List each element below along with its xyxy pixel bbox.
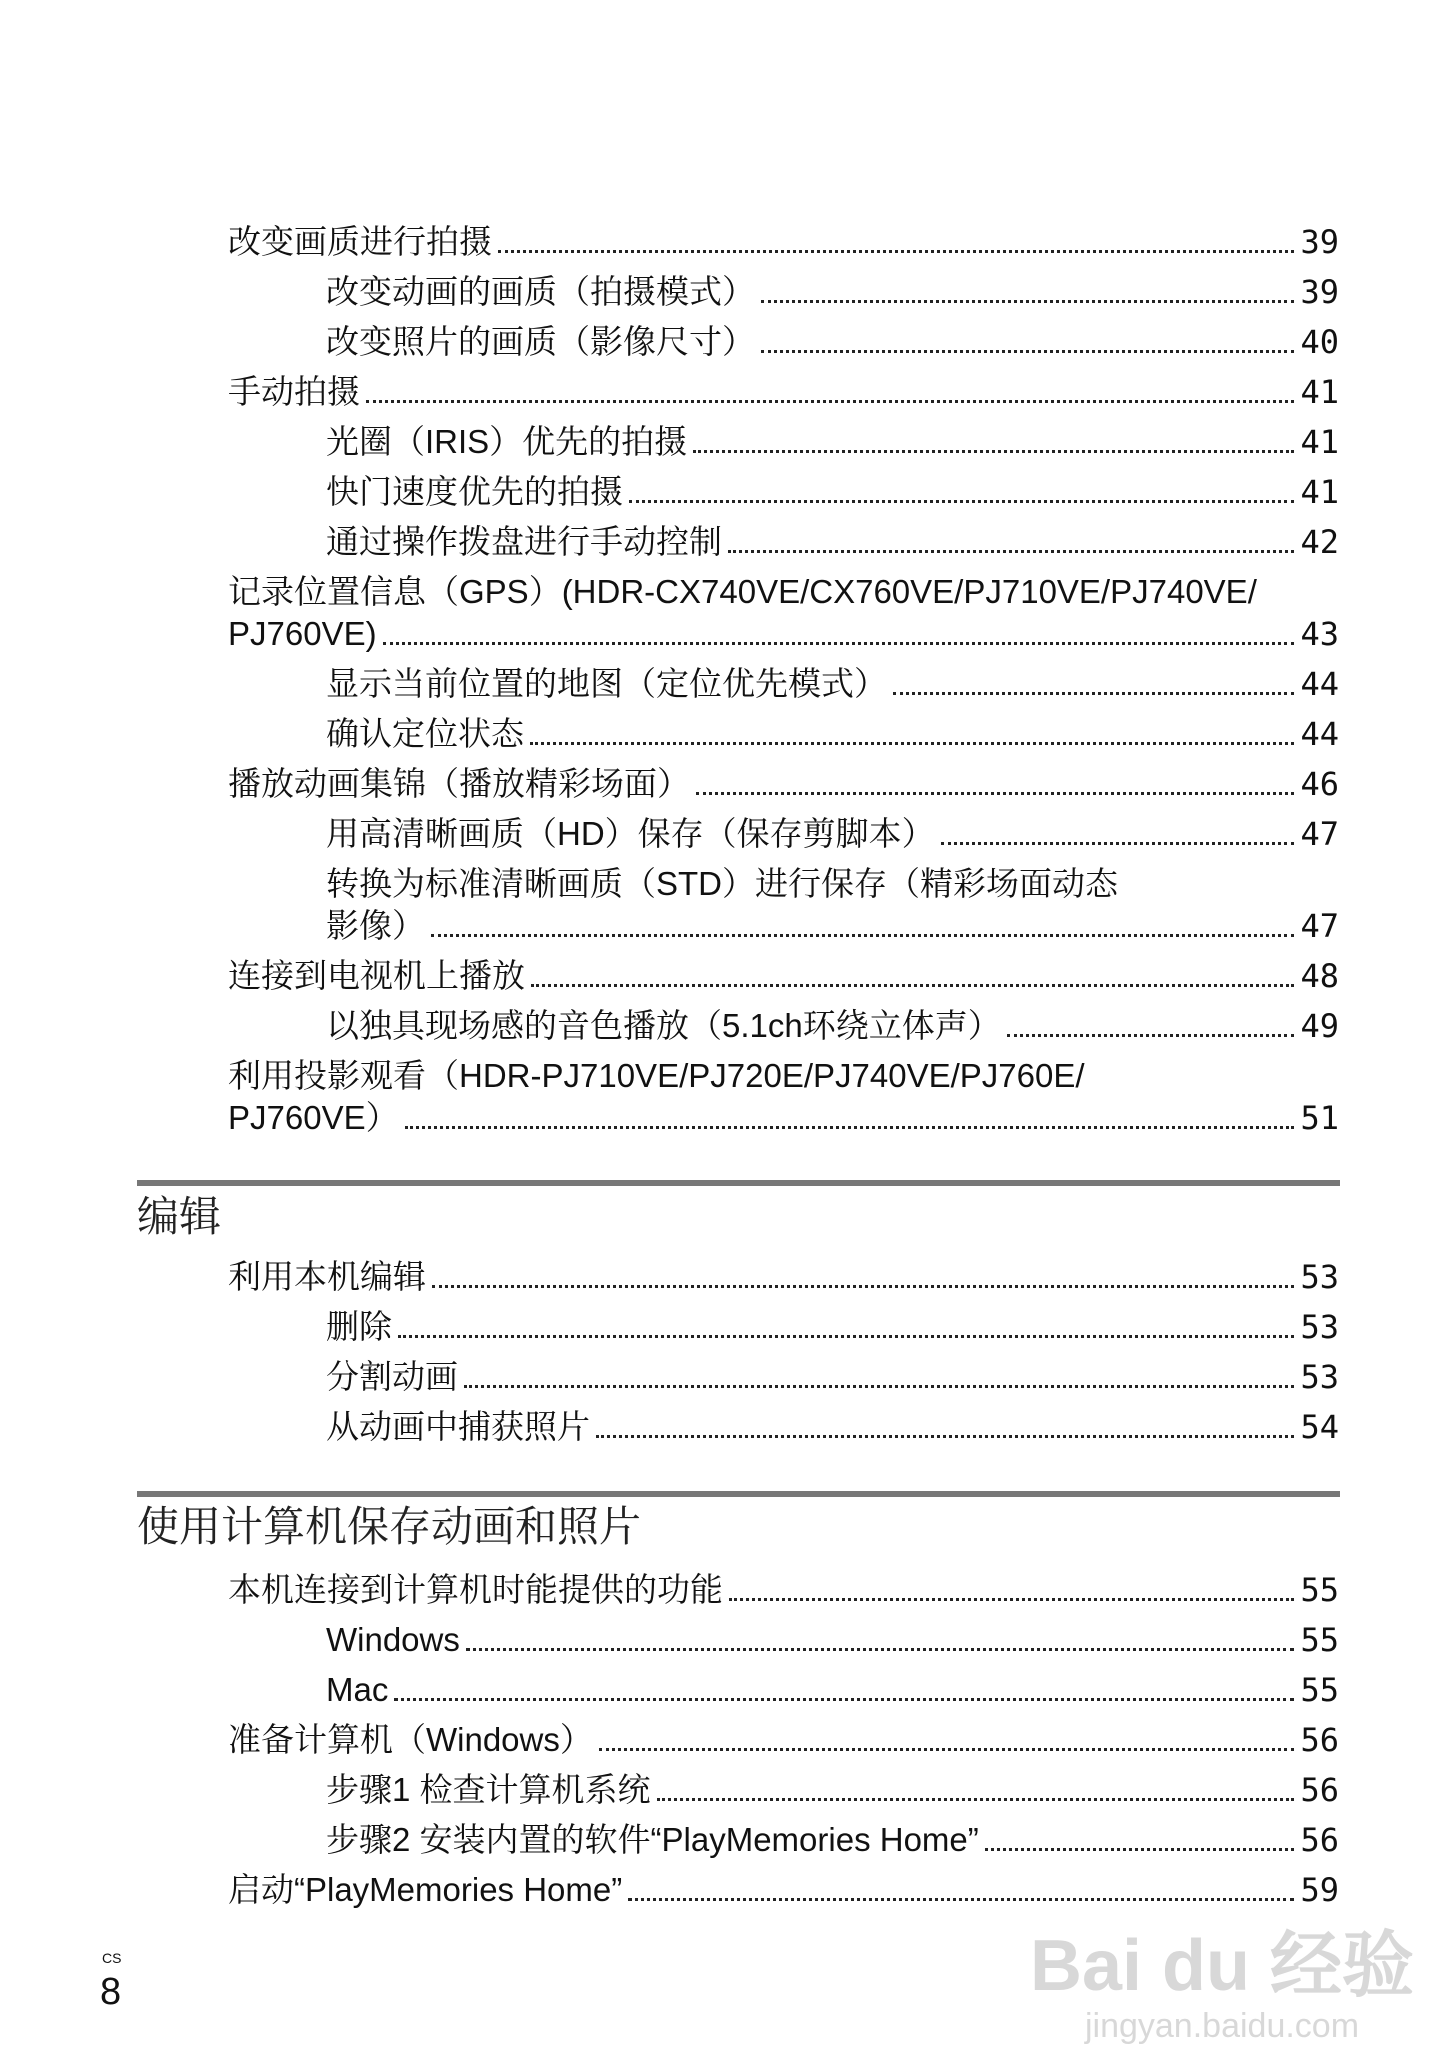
toc-entry-line (326, 1307, 1339, 1347)
dot-leader (985, 1848, 1295, 1851)
toc-entry-title: 播放动画集锦（播放精彩场面） (228, 765, 690, 802)
toc-entry-line (228, 614, 1339, 654)
section-divider (137, 1180, 1340, 1186)
toc-page-number: 55 (1300, 1621, 1339, 1659)
dot-leader (394, 1698, 1294, 1701)
dot-leader (761, 350, 1294, 353)
dot-leader (498, 250, 1294, 253)
toc-entry-title: 从动画中捕获照片 (326, 1408, 590, 1445)
toc-entry-title: 启动“PlayMemories Home” (228, 1871, 623, 1908)
toc-entry-line (326, 522, 1339, 562)
dot-leader (383, 642, 1295, 645)
dot-leader (696, 792, 1294, 795)
dot-leader (530, 742, 1294, 745)
toc-entry-title: 步骤1 检查计算机系统 (326, 1771, 651, 1808)
toc-page-number: 41 (1300, 373, 1339, 411)
toc-page-number: 59 (1300, 1871, 1339, 1909)
toc-entry-title: 快门速度优先的拍摄 (326, 473, 623, 510)
toc-page-number: 44 (1300, 665, 1339, 703)
toc-entry-line (228, 956, 1339, 996)
toc-entry-title: PJ760VE） (228, 1099, 399, 1136)
toc-page-number: 39 (1300, 273, 1339, 311)
toc-entry-title: 步骤2 安装内置的软件“PlayMemories Home” (326, 1821, 979, 1858)
toc-entry-line (326, 814, 1339, 854)
toc-entry-line (326, 1770, 1339, 1810)
toc-entry-line (228, 1257, 1339, 1297)
baidu-watermark (1030, 1926, 1414, 2046)
toc-entry-title: 以独具现场感的音色播放（5.1ch环绕立体声） (326, 1007, 1001, 1044)
toc-entry-line (326, 714, 1339, 754)
baidu-logo: Bai du 经验 (1030, 1926, 1415, 2006)
toc-entry-title: 显示当前位置的地图（定位优先模式） (326, 665, 887, 702)
dot-leader (729, 1598, 1294, 1601)
section-heading: 编辑 (137, 1193, 222, 1240)
toc-entry-line (228, 764, 1339, 804)
toc-entry-title: 影像） (326, 907, 425, 944)
toc-page-number: 48 (1300, 957, 1339, 995)
toc-page-number: 55 (1300, 1671, 1339, 1709)
toc-entry-title: 确认定位状态 (326, 715, 524, 752)
dot-leader (596, 1435, 1294, 1438)
toc-entry-line (228, 572, 1257, 612)
dot-leader (728, 550, 1294, 553)
toc-entry-title: 用高清晰画质（HD）保存（保存剪脚本） (326, 815, 935, 852)
toc-page-number: 42 (1300, 523, 1339, 561)
dot-leader (431, 934, 1294, 937)
toc-entry-line (326, 272, 1339, 312)
language-code: CS (102, 1950, 122, 1966)
toc-page-number: 51 (1300, 1099, 1339, 1137)
watermark-url: jingyan.baidu.com (1084, 2007, 1360, 2045)
dot-leader (398, 1335, 1294, 1338)
toc-page-number: 40 (1300, 323, 1339, 361)
toc-page-number: 47 (1300, 815, 1339, 853)
toc-entry-line (326, 1670, 1339, 1710)
toc-page-number: 56 (1300, 1771, 1339, 1809)
dot-leader (531, 984, 1294, 987)
dot-leader (599, 1748, 1295, 1751)
toc-entry-title: 光圈（IRIS）优先的拍摄 (326, 423, 688, 460)
toc-entry-line (228, 1570, 1339, 1610)
dot-leader (432, 1285, 1294, 1288)
dot-leader (366, 400, 1294, 403)
toc-page-number: 54 (1300, 1408, 1339, 1446)
toc-entry-title: Mac (326, 1671, 389, 1708)
toc-entry-line (228, 1098, 1339, 1138)
dot-leader (405, 1126, 1295, 1129)
dot-leader (466, 1648, 1295, 1651)
dot-leader (893, 692, 1294, 695)
dot-leader (629, 500, 1294, 503)
page-number: 8 (100, 1971, 122, 2013)
dot-leader (693, 450, 1294, 453)
toc-entry-title: 手动拍摄 (228, 373, 360, 410)
toc-page-number: 41 (1300, 473, 1339, 511)
dot-leader (628, 1898, 1294, 1901)
toc-entry-title: 连接到电视机上播放 (228, 957, 525, 994)
section-divider (137, 1491, 1340, 1497)
dot-leader (941, 842, 1295, 845)
toc-entry-line (326, 1620, 1339, 1660)
toc-entry-line (326, 1006, 1339, 1046)
toc-entry-line (326, 1407, 1339, 1447)
toc-entry-title: Windows (326, 1621, 460, 1658)
toc-entry-line (326, 322, 1339, 362)
dot-leader (657, 1798, 1295, 1801)
section-heading: 使用计算机保存动画和照片 (137, 1503, 642, 1550)
toc-entry-title: 准备计算机（Windows） (228, 1721, 593, 1758)
toc-page-number: 46 (1300, 765, 1339, 803)
toc-page-number: 41 (1300, 423, 1339, 461)
toc-entry-line (228, 222, 1339, 262)
toc-page-number: 56 (1300, 1821, 1339, 1859)
toc-entry-line (326, 664, 1339, 704)
toc-entry-line (326, 906, 1339, 946)
toc-page-number: 43 (1300, 615, 1339, 653)
toc-page-number: 56 (1300, 1721, 1339, 1759)
toc-entry-title: 利用投影观看（HDR-PJ710VE/PJ720E/PJ740VE/PJ760E/ (228, 1057, 1085, 1094)
toc-page-number: 44 (1300, 715, 1339, 753)
toc-page-number: 53 (1300, 1358, 1339, 1396)
dot-leader (1007, 1034, 1295, 1037)
toc-entry-line (228, 1720, 1339, 1760)
toc-page-number: 47 (1300, 907, 1339, 945)
toc-entry-line (228, 1056, 1085, 1096)
toc-entry-title: PJ760VE) (228, 615, 377, 652)
toc-entry-title: 改变画质进行拍摄 (228, 223, 492, 260)
toc-entry-line (326, 472, 1339, 512)
toc-entry-line (326, 864, 1118, 904)
toc-page-number: 53 (1300, 1308, 1339, 1346)
toc-entry-title: 改变动画的画质（拍摄模式） (326, 273, 755, 310)
dot-leader (761, 300, 1294, 303)
toc-entry-title: 本机连接到计算机时能提供的功能 (228, 1571, 723, 1608)
toc-entry-line (326, 1357, 1339, 1397)
toc-entry-title: 删除 (326, 1308, 392, 1345)
toc-page-number: 53 (1300, 1258, 1339, 1296)
toc-page-number: 49 (1300, 1007, 1339, 1045)
toc-entry-line (326, 1820, 1339, 1860)
dot-leader (464, 1385, 1294, 1388)
toc-entry-title: 记录位置信息（GPS）(HDR-CX740VE/CX760VE/PJ710VE/PJ740VE/ (228, 573, 1257, 610)
toc-entry-title: 改变照片的画质（影像尺寸） (326, 323, 755, 360)
toc-page-number: 55 (1300, 1571, 1339, 1609)
toc-entry-line (326, 422, 1339, 462)
toc-entry-line (228, 372, 1339, 412)
toc-entry-title: 转换为标准清晰画质（STD）进行保存（精彩场面动态 (326, 865, 1118, 902)
toc-entry-title: 通过操作拨盘进行手动控制 (326, 523, 722, 560)
toc-entry-title: 分割动画 (326, 1358, 458, 1395)
toc-entry-title: 利用本机编辑 (228, 1258, 426, 1295)
toc-entry-line (228, 1870, 1339, 1910)
toc-page-number: 39 (1300, 223, 1339, 261)
